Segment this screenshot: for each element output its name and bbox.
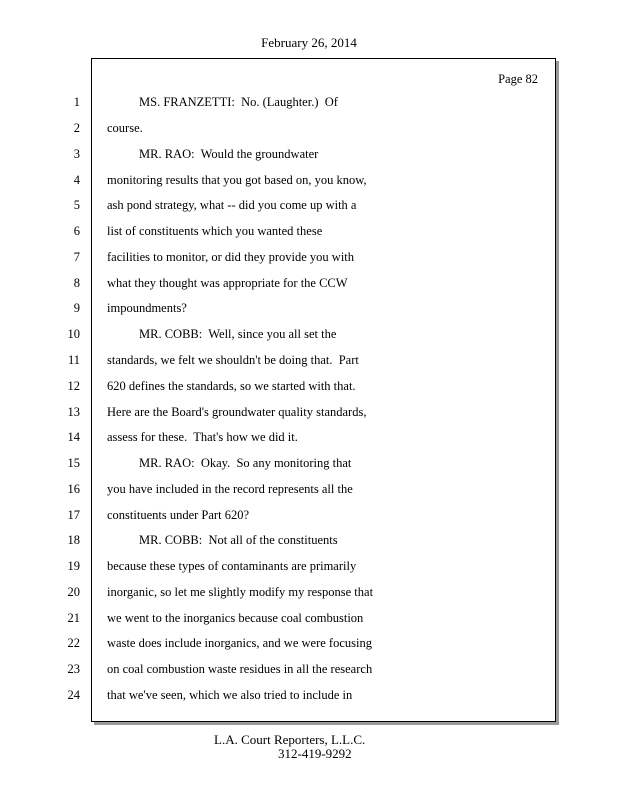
line-number-7: 7 [73,250,80,264]
line-number-24: 24 [67,688,80,702]
transcript-line-21: we went to the inorganics because coal combustion [107,611,364,625]
transcript-line-23: on coal combustion waste residues in all the research [107,662,373,676]
transcript-line-18: MR. COBB: Not all of the constituents [139,533,338,547]
line-number-19: 19 [67,559,80,573]
line-number-2: 2 [73,121,80,135]
line-number-21: 21 [67,611,80,625]
line-number-15: 15 [67,456,80,470]
transcript-line-4: monitoring results that you got based on, you know, [107,173,367,187]
footer-company: L.A. Court Reporters, L.L.C. [214,732,366,747]
line-number-16: 16 [67,482,80,496]
line-number-13: 13 [67,405,80,419]
line-number-6: 6 [73,224,80,238]
line-number-3: 3 [73,147,80,161]
transcript-line-11: standards, we felt we shouldn't be doing that. Part [107,353,359,367]
transcript-line-19: because these types of contaminants are primarily [107,559,357,573]
line-number-12: 12 [67,379,80,393]
line-number-4: 4 [73,173,80,187]
line-number-18: 18 [67,533,80,547]
transcript-line-15: MR. RAO: Okay. So any monitoring that [139,456,352,470]
transcript-line-3: MR. RAO: Would the groundwater [139,147,319,161]
header-date: February 26, 2014 [261,35,357,50]
transcript-line-1: MS. FRANZETTI: No. (Laughter.) Of [139,95,338,109]
transcript-line-20: inorganic, so let me slightly modify my response that [107,585,374,599]
line-number-23: 23 [67,662,80,676]
transcript-line-12: 620 defines the standards, so we started with that. [107,379,356,393]
line-number-20: 20 [67,585,80,599]
line-number-10: 10 [67,327,80,341]
line-number-1: 1 [73,95,80,109]
line-number-14: 14 [67,430,80,444]
line-number-8: 8 [73,276,80,290]
line-number-5: 5 [73,198,80,212]
transcript-line-2: course. [107,121,143,135]
line-number-22: 22 [67,636,80,650]
page-number: Page 82 [498,72,538,86]
footer-phone: 312-419-9292 [278,746,352,761]
line-number-9: 9 [73,301,80,315]
transcript-line-14: assess for these. That's how we did it. [107,430,298,444]
transcript-line-17: constituents under Part 620? [107,508,249,522]
transcript-line-24: that we've seen, which we also tried to include in [107,688,353,702]
transcript-line-13: Here are the Board's groundwater quality standards, [107,405,367,419]
line-number-11: 11 [67,353,80,367]
transcript-line-8: what they thought was appropriate for the CCW [107,276,348,290]
transcript-line-22: waste does include inorganics, and we were focusing [107,636,372,650]
transcript-line-6: list of constituents which you wanted these [107,224,323,238]
transcript-line-9: impoundments? [107,301,187,315]
transcript-line-16: you have included in the record represents all the [107,482,353,496]
transcript-line-10: MR. COBB: Well, since you all set the [139,327,337,341]
transcript-line-5: ash pond strategy, what -- did you come up with a [107,198,357,212]
line-number-17: 17 [67,508,80,522]
transcript-line-7: facilities to monitor, or did they provide you with [107,250,355,264]
